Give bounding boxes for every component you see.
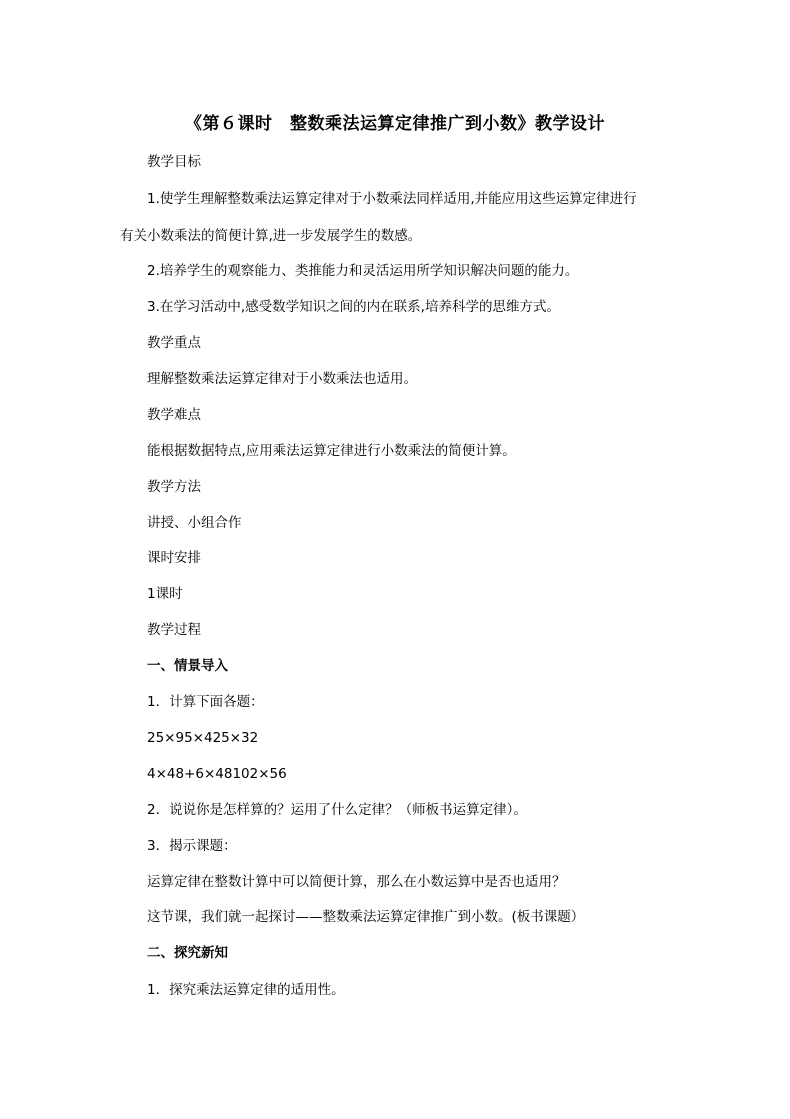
exercise-line-2: 4×48+6×48102×56	[147, 766, 287, 782]
step-3-text-2: 这节课，我们就一起探讨——整数乘法运算定律推广到小数。(板书课题）	[147, 909, 585, 925]
goal-1-line-2: 有关小数乘法的简便计算,进一步发展学生的数感。	[120, 228, 422, 244]
difficulty-text: 能根据数据特点,应用乘法运算定律进行小数乘法的简便计算。	[147, 443, 516, 459]
goal-2: 2.培养学生的观察能力、类推能力和灵活运用所学知识解决问题的能力。	[147, 263, 579, 279]
exercise-line-1: 25×95×425×32	[147, 730, 259, 746]
heading-process: 教学过程	[147, 622, 201, 638]
key-point-text: 理解整数乘法运算定律对于小数乘法也适用。	[147, 371, 417, 387]
step-3: 3．揭示课题：	[147, 838, 237, 854]
schedule-text: 1课时	[147, 586, 183, 602]
section-2-heading: 二、探究新知	[147, 945, 228, 961]
heading-methods: 教学方法	[147, 479, 201, 495]
step-3-text-1: 运算定律在整数计算中可以简便计算，那么在小数运算中是否也适用？	[147, 874, 566, 890]
step-1: 1．计算下面各题：	[147, 694, 264, 710]
goal-1-line-1: 1.使学生理解整数乘法运算定律对于小数乘法同样适用,并能应用这些运算定律进行	[147, 191, 637, 207]
heading-difficulties: 教学难点	[147, 407, 201, 423]
document-title: 《第６课时 整数乘法运算定律推广到小数》教学设计	[185, 114, 605, 134]
goal-3: 3.在学习活动中,感受数学知识之间的内在联系,培养科学的思维方式。	[147, 299, 560, 315]
heading-key-points: 教学重点	[147, 335, 201, 351]
section-2-step-1: 1．探究乘法运算定律的适用性。	[147, 982, 345, 998]
methods-text: 讲授、小组合作	[147, 515, 242, 531]
step-2: 2．说说你是怎样算的？运用了什么定律？（师板书运算定律）。	[147, 802, 527, 818]
section-1-heading: 一、情景导入	[147, 658, 228, 674]
heading-teaching-goals: 教学目标	[147, 154, 201, 170]
heading-schedule: 课时安排	[147, 550, 201, 566]
